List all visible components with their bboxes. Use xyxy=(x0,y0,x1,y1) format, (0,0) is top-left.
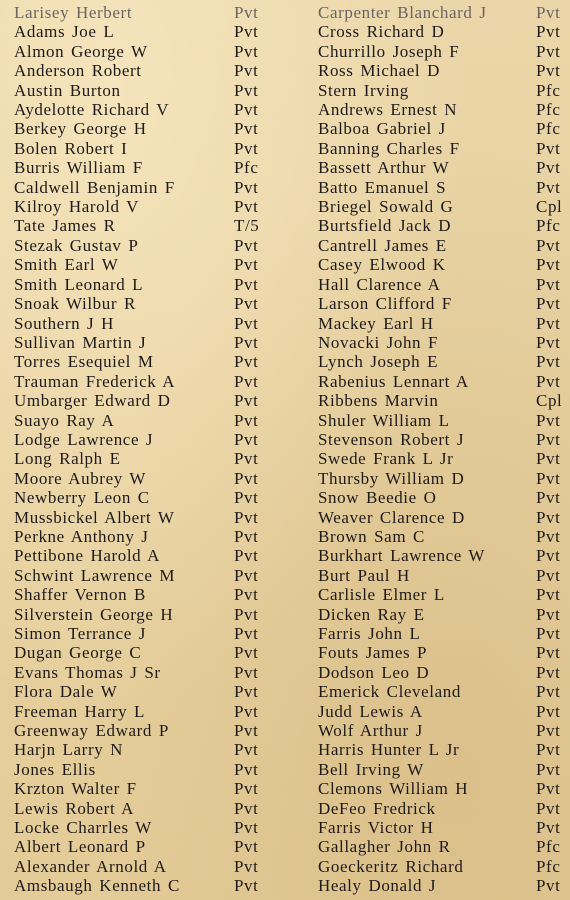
right-name: Banning Charles F xyxy=(318,138,460,158)
right-name: Novacki John F xyxy=(318,332,439,352)
right-rank: Pvt xyxy=(536,313,561,333)
right-rank: Pvt xyxy=(536,235,561,255)
roster-row xyxy=(0,158,570,177)
left-name: Mussbickel Albert W xyxy=(14,507,175,527)
right-name: Mackey Earl H xyxy=(318,313,434,333)
left-rank: Pvt xyxy=(234,3,259,22)
left-rank: Pvt xyxy=(234,546,259,566)
left-rank: Pvt xyxy=(234,177,259,197)
right-rank: Pvt xyxy=(536,158,561,178)
left-name: Schwint Lawrence M xyxy=(14,565,176,585)
roster-row xyxy=(0,488,570,507)
left-rank: Pvt xyxy=(234,856,259,876)
left-rank: Pvt xyxy=(234,41,259,61)
left-rank: Pvt xyxy=(234,818,259,838)
right-name: Balboa Gabriel J xyxy=(318,119,446,139)
left-rank: Pvt xyxy=(234,662,259,682)
right-rank: Pfc xyxy=(536,80,561,100)
left-rank: Pvt xyxy=(234,488,259,508)
right-name: Briegel Sowald G xyxy=(318,197,454,217)
right-rank: Pvt xyxy=(536,255,561,275)
right-rank: Pvt xyxy=(536,22,561,42)
left-name: Dugan George C xyxy=(14,643,142,663)
right-rank: Pvt xyxy=(536,507,561,527)
left-name: Stezak Gustav P xyxy=(14,235,139,255)
right-rank: Pvt xyxy=(536,332,561,352)
right-rank: Pvt xyxy=(536,138,561,158)
roster-row xyxy=(0,566,570,585)
roster-row xyxy=(0,624,570,643)
left-name: Umbarger Edward D xyxy=(14,391,171,411)
left-rank: Pvt xyxy=(234,235,259,255)
roster-row xyxy=(0,876,570,895)
right-rank: Pvt xyxy=(536,3,561,22)
left-rank: Pvt xyxy=(234,410,259,430)
left-rank: Pvt xyxy=(234,643,259,663)
right-name: Rabenius Lennart A xyxy=(318,371,469,391)
left-name: Moore Aubrey W xyxy=(14,468,147,488)
right-name: Carpenter Blanchard J xyxy=(318,3,487,22)
right-name: Cantrell James E xyxy=(318,235,447,255)
left-name: Torres Esequiel M xyxy=(14,352,154,372)
roster-row xyxy=(0,605,570,624)
left-rank: Pvt xyxy=(234,624,259,643)
left-rank: Pvt xyxy=(234,779,259,799)
left-rank: Pvt xyxy=(234,740,259,760)
right-rank: Pvt xyxy=(536,410,561,430)
roster-row xyxy=(0,508,570,527)
right-rank: Cpl xyxy=(536,197,563,217)
left-rank: Pvt xyxy=(234,80,259,100)
roster-row xyxy=(0,779,570,798)
right-name: Harris Hunter L Jr xyxy=(318,740,460,760)
right-name: Gallagher John R xyxy=(318,837,451,857)
left-rank: Pvt xyxy=(234,100,259,120)
right-name: Weaver Clarence D xyxy=(318,507,465,527)
right-rank: Pvt xyxy=(536,701,561,721)
right-rank: Pfc xyxy=(536,119,561,139)
left-rank: Pvt xyxy=(234,876,259,896)
roster-row xyxy=(0,449,570,468)
right-name: Fouts James P xyxy=(318,643,428,663)
right-rank: Pvt xyxy=(536,546,561,566)
right-rank: Pvt xyxy=(536,798,561,818)
right-name: Emerick Cleveland xyxy=(318,682,461,702)
right-name: Hall Clarence A xyxy=(318,274,441,294)
right-name: Cross Richard D xyxy=(318,22,445,42)
roster-row xyxy=(0,663,570,682)
right-rank: Pvt xyxy=(536,371,561,391)
left-name: Sullivan Martin J xyxy=(14,332,147,352)
right-name: Burtsfield Jack D xyxy=(318,216,452,236)
roster-row xyxy=(0,3,570,22)
right-rank: Pfc xyxy=(536,216,561,236)
left-rank: Pvt xyxy=(234,507,259,527)
right-name: Carlisle Elmer L xyxy=(318,585,445,605)
left-name: Flora Dale W xyxy=(14,682,118,702)
left-rank: Pvt xyxy=(234,313,259,333)
right-name: Brown Sam C xyxy=(318,526,425,546)
right-rank: Pvt xyxy=(536,818,561,838)
right-name: Churrillo Joseph F xyxy=(318,41,460,61)
left-rank: Pvt xyxy=(234,332,259,352)
left-name: Locke Charrles W xyxy=(14,818,152,838)
left-name: Burris William F xyxy=(14,158,143,178)
right-name: Healy Donald J xyxy=(318,876,437,896)
roster-row xyxy=(0,81,570,100)
left-rank: Pvt xyxy=(234,197,259,217)
left-name: Trauman Frederick A xyxy=(14,371,176,391)
roster-row xyxy=(0,585,570,604)
right-name: Swede Frank L Jr xyxy=(318,449,454,469)
left-name: Krzton Walter F xyxy=(14,779,137,799)
left-name: Kilroy Harold V xyxy=(14,197,140,217)
left-name: Evans Thomas J Sr xyxy=(14,662,161,682)
right-name: Burt Paul H xyxy=(318,565,410,585)
left-rank: Pvt xyxy=(234,526,259,546)
roster-row xyxy=(0,760,570,779)
roster-row xyxy=(0,799,570,818)
left-name: Aydelotte Richard V xyxy=(14,100,170,120)
roster-row xyxy=(0,42,570,61)
left-rank: Pvt xyxy=(234,352,259,372)
left-name: Pettibone Harold A xyxy=(14,546,161,566)
left-rank: Pvt xyxy=(234,585,259,605)
left-name: Long Ralph E xyxy=(14,449,121,469)
right-name: Goeckeritz Richard xyxy=(318,856,464,876)
left-name: Almon George W xyxy=(14,41,148,61)
left-name: Smith Leonard L xyxy=(14,274,144,294)
roster-row xyxy=(0,100,570,119)
roster-row xyxy=(0,275,570,294)
left-rank: Pvt xyxy=(234,721,259,741)
left-name: Jones Ellis xyxy=(14,759,96,779)
right-name: Dicken Ray E xyxy=(318,604,425,624)
right-name: Andrews Ernest N xyxy=(318,100,458,120)
roster-row xyxy=(0,702,570,721)
right-name: Shuler William L xyxy=(318,410,450,430)
roster-row xyxy=(0,178,570,197)
left-name: Silverstein George H xyxy=(14,604,174,624)
roster-row xyxy=(0,236,570,255)
right-rank: Pvt xyxy=(536,585,561,605)
right-rank: Pvt xyxy=(536,643,561,663)
right-name: Burkhart Lawrence W xyxy=(318,546,486,566)
right-name: Clemons William H xyxy=(318,779,469,799)
left-rank: Pvt xyxy=(234,565,259,585)
roster-row xyxy=(0,372,570,391)
right-rank: Pvt xyxy=(536,682,561,702)
right-rank: Pvt xyxy=(536,565,561,585)
left-rank: Pvt xyxy=(234,682,259,702)
left-name: Southern J H xyxy=(14,313,114,333)
left-rank: Pvt xyxy=(234,837,259,857)
right-rank: Pvt xyxy=(536,662,561,682)
roster-row xyxy=(0,818,570,837)
left-rank: Pvt xyxy=(234,429,259,449)
left-name: Freeman Harry L xyxy=(14,701,146,721)
roster-row xyxy=(0,837,570,856)
roster-row xyxy=(0,740,570,759)
left-name: Caldwell Benjamin F xyxy=(14,177,175,197)
roster-row xyxy=(0,430,570,449)
right-name: Stevenson Robert J xyxy=(318,429,465,449)
right-rank: Pvt xyxy=(536,779,561,799)
right-name: Ribbens Marvin xyxy=(318,391,439,411)
right-rank: Pvt xyxy=(536,61,561,81)
roster-row xyxy=(0,857,570,876)
left-name: Anderson Robert xyxy=(14,61,142,81)
roster-row xyxy=(0,119,570,138)
left-name: Berkey George H xyxy=(14,119,147,139)
roster-row xyxy=(0,61,570,80)
roster-body xyxy=(0,3,570,896)
roster-row xyxy=(0,391,570,410)
right-name: Bell Irving W xyxy=(318,759,424,779)
left-name: Alexander Arnold A xyxy=(14,856,167,876)
roster-row xyxy=(0,22,570,41)
left-rank: Pvt xyxy=(234,604,259,624)
right-rank: Pvt xyxy=(536,429,561,449)
roster-row xyxy=(0,197,570,216)
roster-row xyxy=(0,352,570,371)
roster-row xyxy=(0,527,570,546)
roster-row xyxy=(0,721,570,740)
left-name: Perkne Anthony J xyxy=(14,526,149,546)
left-rank: Pvt xyxy=(234,138,259,158)
right-name: Dodson Leo D xyxy=(318,662,430,682)
left-rank: Pfc xyxy=(234,158,259,178)
right-name: DeFeo Fredrick xyxy=(318,798,436,818)
right-name: Batto Emanuel S xyxy=(318,177,447,197)
roster-row xyxy=(0,255,570,274)
roster-row xyxy=(0,216,570,235)
roster-row xyxy=(0,139,570,158)
left-name: Bolen Robert I xyxy=(14,138,128,158)
right-name: Judd Lewis A xyxy=(318,701,423,721)
right-rank: Pvt xyxy=(536,488,561,508)
right-name: Thursby William D xyxy=(318,468,465,488)
roster-row xyxy=(0,682,570,701)
right-rank: Pvt xyxy=(536,468,561,488)
right-rank: Pvt xyxy=(536,449,561,469)
right-rank: Pvt xyxy=(536,604,561,624)
left-name: Greenway Edward P xyxy=(14,721,169,741)
left-rank: Pvt xyxy=(234,294,259,314)
left-name: Lewis Robert A xyxy=(14,798,135,818)
left-rank: Pvt xyxy=(234,371,259,391)
left-name: Lodge Lawrence J xyxy=(14,429,154,449)
roster-row xyxy=(0,333,570,352)
left-name: Newberry Leon C xyxy=(14,488,150,508)
right-rank: Pvt xyxy=(536,740,561,760)
right-rank: Cpl xyxy=(536,391,563,411)
right-rank: Pvt xyxy=(536,526,561,546)
left-rank: Pvt xyxy=(234,468,259,488)
left-name: Shaffer Vernon B xyxy=(14,585,146,605)
roster-row xyxy=(0,643,570,662)
roster-row xyxy=(0,294,570,313)
left-name: Tate James R xyxy=(14,216,116,236)
left-rank: Pvt xyxy=(234,701,259,721)
left-rank: Pvt xyxy=(234,449,259,469)
right-name: Farris John L xyxy=(318,624,421,643)
roster-row xyxy=(0,314,570,333)
right-rank: Pfc xyxy=(536,100,561,120)
left-name: Amsbaugh Kenneth C xyxy=(14,876,180,896)
right-name: Larson Clifford F xyxy=(318,294,452,314)
right-rank: Pvt xyxy=(536,274,561,294)
right-rank: Pvt xyxy=(536,41,561,61)
left-rank: Pvt xyxy=(234,759,259,779)
right-name: Farris Victor H xyxy=(318,818,434,838)
right-rank: Pvt xyxy=(536,876,561,896)
left-rank: Pvt xyxy=(234,22,259,42)
left-name: Albert Leonard P xyxy=(14,837,146,857)
roster-row xyxy=(0,469,570,488)
left-name: Adams Joe L xyxy=(14,22,115,42)
left-rank: Pvt xyxy=(234,274,259,294)
left-name: Suayo Ray A xyxy=(14,410,115,430)
right-rank: Pvt xyxy=(536,759,561,779)
roster-row xyxy=(0,546,570,565)
right-rank: Pvt xyxy=(536,294,561,314)
right-rank: Pvt xyxy=(536,352,561,372)
left-rank: Pvt xyxy=(234,119,259,139)
left-name: Smith Earl W xyxy=(14,255,119,275)
right-rank: Pvt xyxy=(536,177,561,197)
left-rank: Pvt xyxy=(234,61,259,81)
right-rank: Pvt xyxy=(536,721,561,741)
right-name: Stern Irving xyxy=(318,80,409,100)
right-rank: Pfc xyxy=(536,837,561,857)
left-rank: Pvt xyxy=(234,391,259,411)
roster-row xyxy=(0,411,570,430)
right-name: Bassett Arthur W xyxy=(318,158,450,178)
right-name: Wolf Arthur J xyxy=(318,721,423,741)
left-rank: Pvt xyxy=(234,798,259,818)
right-name: Ross Michael D xyxy=(318,61,440,81)
roster-table xyxy=(0,3,570,896)
left-name: Austin Burton xyxy=(14,80,121,100)
right-rank: Pfc xyxy=(536,856,561,876)
left-name: Larisey Herbert xyxy=(14,3,133,22)
right-name: Lynch Joseph E xyxy=(318,352,439,372)
right-name: Snow Beedie O xyxy=(318,488,437,508)
left-rank: Pvt xyxy=(234,255,259,275)
right-name: Casey Elwood K xyxy=(318,255,446,275)
left-name: Snoak Wilbur R xyxy=(14,294,136,314)
left-rank: T/5 xyxy=(234,216,260,236)
left-name: Simon Terrance J xyxy=(14,624,147,643)
right-rank: Pvt xyxy=(536,624,561,643)
left-name: Harjn Larry N xyxy=(14,740,124,760)
